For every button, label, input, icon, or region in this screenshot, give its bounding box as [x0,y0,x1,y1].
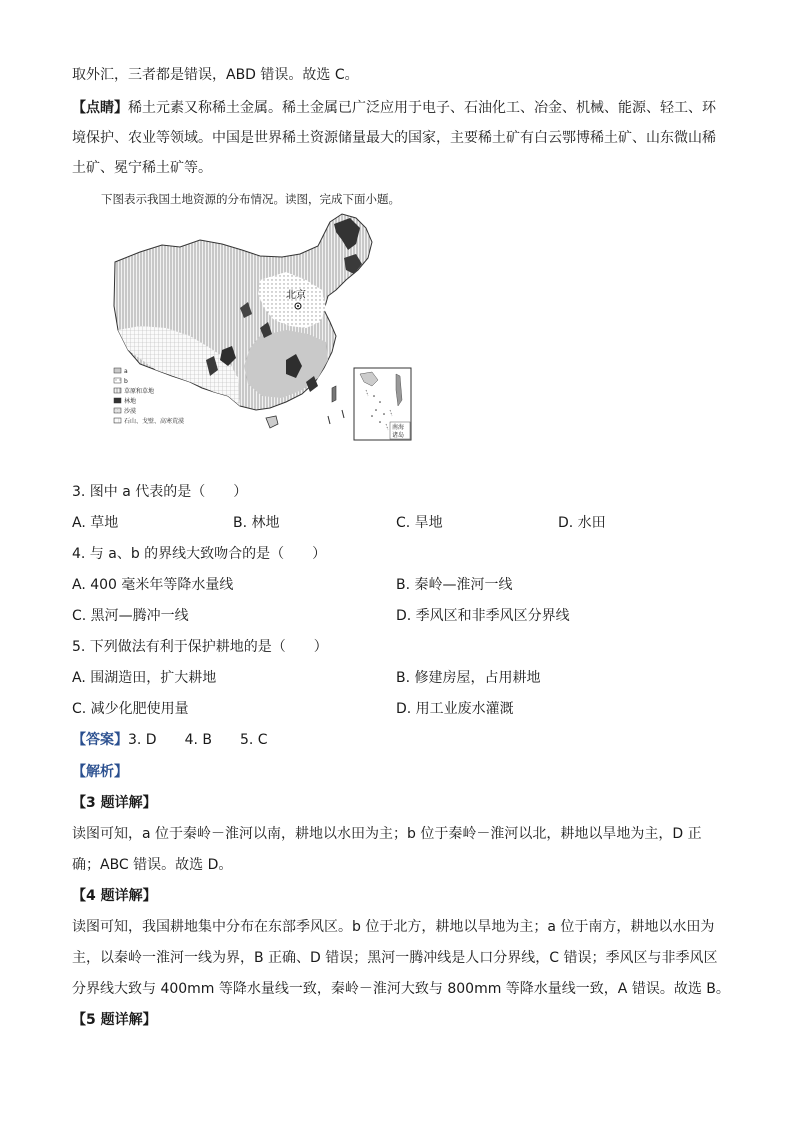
q5-option-c[interactable]: C. 减少化肥使用量 [72,701,189,717]
inset-label-1: 南海 [392,424,405,431]
q3-option-a[interactable]: A. 草地 [72,515,119,531]
q4-option-d[interactable]: D. 季风区和非季风区分界线 [396,608,570,624]
q3-option-b[interactable]: B. 林地 [233,515,280,531]
question-4-stem: 4. 与 a、b 的界线大致吻合的是（ ） [72,546,327,562]
analysis-tag: 【解析】 [72,764,128,780]
south-china-sea-inset [354,368,411,440]
china-land-resource-map [110,210,414,442]
q5-option-b[interactable]: B. 修建房屋，占用耕地 [396,670,541,686]
beijing-label: 北京 [286,290,306,301]
text-line: 境保护、农业等领域。中国是世界稀土资源储量最大的国家，主要稀土矿有白云鄂博稀土矿、山东微山稀 [72,130,716,146]
svg-text:b: b [124,378,128,385]
q3-option-d[interactable]: D. 水田 [558,515,606,531]
detail-4-tag: 【4 题详解】 [72,888,157,904]
detail-4-line: 读图可知，我国耕地集中分布在东部季风区。b 位于北方，耕地以旱地为主；a 位于南方，耕地以水田为 [72,919,715,935]
q5-option-d[interactable]: D. 用工业废水灌溉 [396,701,514,717]
detail-4-line: 分界线大致与 400mm 等降水量线一致，秦岭－淮河大致与 800mm 等降水量线一致，A 错误。故选 B。 [72,981,730,997]
q5-option-a[interactable]: A. 围湖造田，扩大耕地 [72,670,217,686]
answer-line [72,730,268,750]
hainan-island [266,416,278,428]
svg-text:草原和草地: 草原和草地 [124,388,155,395]
answer-tag: 【答案】 [72,732,128,748]
detail-5-tag: 【5 题详解】 [72,1012,157,1028]
svg-text:沙漠: 沙漠 [124,408,137,415]
detail-3-tag: 【3 题详解】 [72,795,157,811]
dianjing-line [72,98,716,118]
q3-option-c[interactable]: C. 旱地 [396,515,443,531]
question-5-stem: 5. 下列做法有利于保护耕地的是（ ） [72,639,328,655]
q4-option-b[interactable]: B. 秦岭—淮河一线 [396,577,513,593]
q4-option-c[interactable]: C. 黑河—腾冲一线 [72,608,189,624]
svg-text:林地: 林地 [124,398,137,405]
taiwan-island [332,386,336,402]
detail-4-line: 主，以秦岭一淮河一线为界，B 正确、D 错误；黑河一腾冲线是人口分界线，C 错误；季风区与非季风区 [72,950,718,966]
dianjing-tag: 【点睛】 [72,100,128,116]
question-intro: 下图表示我国土地资源的分布情况。读图，完成下面小题。 [101,192,400,206]
detail-3-line: 读图可知，a 位于秦岭－淮河以南，耕地以水田为主；b 位于秦岭－淮河以北，耕地以旱地为主，D 正 [72,826,702,842]
dianjing-text: 稀土元素又称稀土金属。稀土金属已广泛应用于电子、石油化工、冶金、机械、能源、轻工、环 [128,100,716,116]
question-3-stem: 3. 图中 a 代表的是（ ） [72,484,248,500]
text-line: 取外汇，三者都是错误，ABD 错误。故选 C。 [72,67,359,83]
text-line: 土矿、冕宁稀土矿等。 [72,160,212,176]
detail-3-line: 确；ABC 错误。故选 D。 [72,857,233,873]
inset-label-2: 诸岛 [392,432,405,439]
svg-text:石山、戈壁、高寒荒漠: 石山、戈壁、高寒荒漠 [124,418,185,425]
svg-text:a: a [124,368,128,375]
answer-text: 3. D 4. B 5. C [128,732,268,748]
q4-option-a[interactable]: A. 400 毫米年等降水量线 [72,577,234,593]
